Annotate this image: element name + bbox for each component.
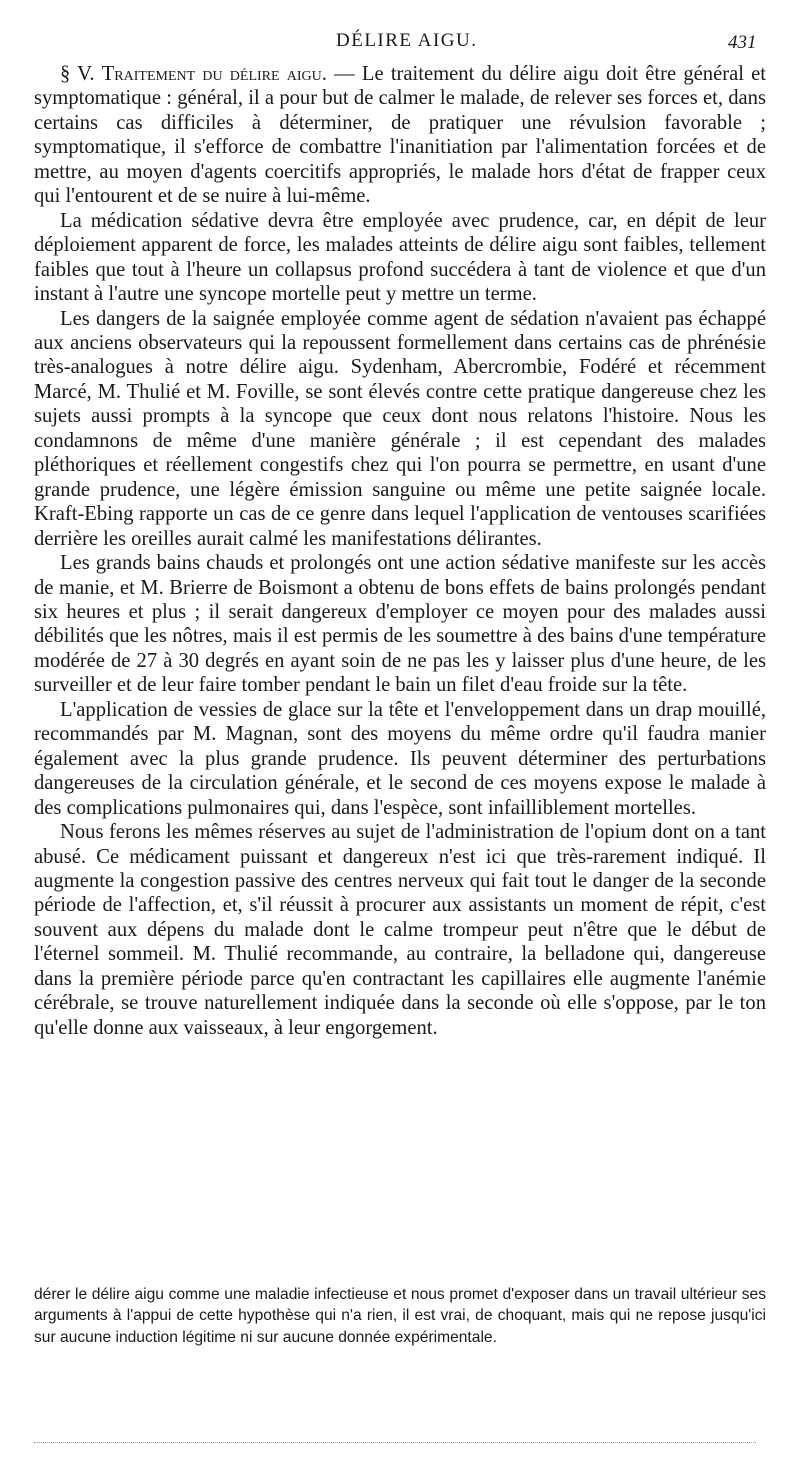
main-text [34,62,766,1040]
running-head [0,30,800,56]
running-title: DÉLIRE AIGU. [336,30,478,51]
paragraph-section-intro [34,62,766,209]
bottom-dotted-rule [34,1442,756,1443]
paragraph: Nous ferons les mêmes réserves au sujet de l'administration de l'opium dont on a tant abusé. Ce médicament puissant et dangereux n'est ici que très-rarement indiqué. Il augmente la congestion passive des centres nerveux qui fait tout le danger de la seconde période de l'affection, et, s'il réussit à procurer aux assistants un moment de répit, c'est souvent aux dépens du malade dont le calme trompeur peut n'être que le début de l'éternel sommeil. M. Thulié recommande, au contraire, la belladone qui, dangereuse dans la première période parce qu'en contractant les capillaires elle augmente l'anémie cérébrale, se trouve naturellement indiquée dans la seconde où elle s'oppose, par le ton qu'elle donne aux vaisseaux, à leur engorgement. [34,821,766,1039]
section-dash: — [326,63,362,85]
paragraph: Les dangers de la saignée employée comme agent de sédation n'avaient pas échappé aux anciens observateurs qui la repoussent formellement dans certains cas de phrénésie très-analogues à notre délire aigu. Sydenham, Abercrombie, Fodéré et récemment Marcé, M. Thulié et M. Foville, se sont élevés contre cette pratique dangereuse chez les sujets aussi prompts à la syncope que ceux dont nous relatons l'histoire. Nous les condamnons de même d'une manière générale ; il est cependant des malades pléthoriques et réellement congestifs chez qui l'on pourra se permettre, en usant d'une grande prudence, une légère émission sanguine ou même une petite saignée locale. Kraft-Ebing rapporte un cas de ce genre dans lequel l'application de ventouses scarifiées derrière les oreilles aurait calmé les manifestations délirantes. [34,307,766,550]
paragraph: Les grands bains chauds et prolongés ont une action sédative manifeste sur les accès de manie, et M. Brierre de Boismont a obtenu de bons effets de bains prolongés pendant six heures et plus ; il serait dangereux d'employer ce moyen pour des malades aussi débilités que les nôtres, mais il est permis de les soumettre à des bains d'une température modérée de 27 à 30 degrés en ayant soin de ne pas les y laisser plus d'une heure, de les surveiller et de leur faire tomber pendant le bain un filet d'eau froide sur la tête. [34,552,766,697]
paragraph: L'application de vessies de glace sur la tête et l'enveloppement dans un drap mouillé, recommandés par M. Magnan, sont des moyens du même ordre qu'il faudra manier également avec la plus grande prudence. Ils peuvent déterminer des perturbations dangereuses de la circulation générale, et le second de ces moyens expose le malade à des complications pulmonaires qui, dans l'espèce, sont infailliblement mortelles. [34,698,766,819]
section-heading: Traitement du délire aigu. [101,63,327,85]
page-number: 431 [728,32,757,53]
section-number: § V. [60,63,95,85]
paragraph: La médication sédative devra être employée avec prudence, car, en dépit de leur déploiement apparent de force, les malades atteints de délire aigu sont faibles, tellement faibles que tout à l'heure un collapsus profond succédera à tant de violence et que d'un instant à l'autre une syncope mortelle peut y mettre un terme. [34,209,766,306]
paragraph-text: Le traitement du délire aigu doit être général et symptomatique : général, il a pour but de calmer le malade, de relever ses forces et, dans certains cas difficiles à déterminer, de pratiquer une révulsion favorable ; symptomatique, il s'efforce de combattre l'inanitiation par l'alimentation forcées et de mettre, au moyen d'agents coercitifs appropriés, le malade hors d'état de frapper ceux qui l'entourent et de se nuire à lui-même. [34,63,767,208]
footnote-continuation: dérer le délire aigu comme une maladie infectieuse et nous promet d'exposer dans un travail ultérieur ses arguments à l'appui de cette hypothèse qui n'a rien, il est vrai, de choquant, mais qui ne repose jusqu'ici sur aucune induction légitime ni sur aucune donnée expérimentale. [34,1285,766,1346]
